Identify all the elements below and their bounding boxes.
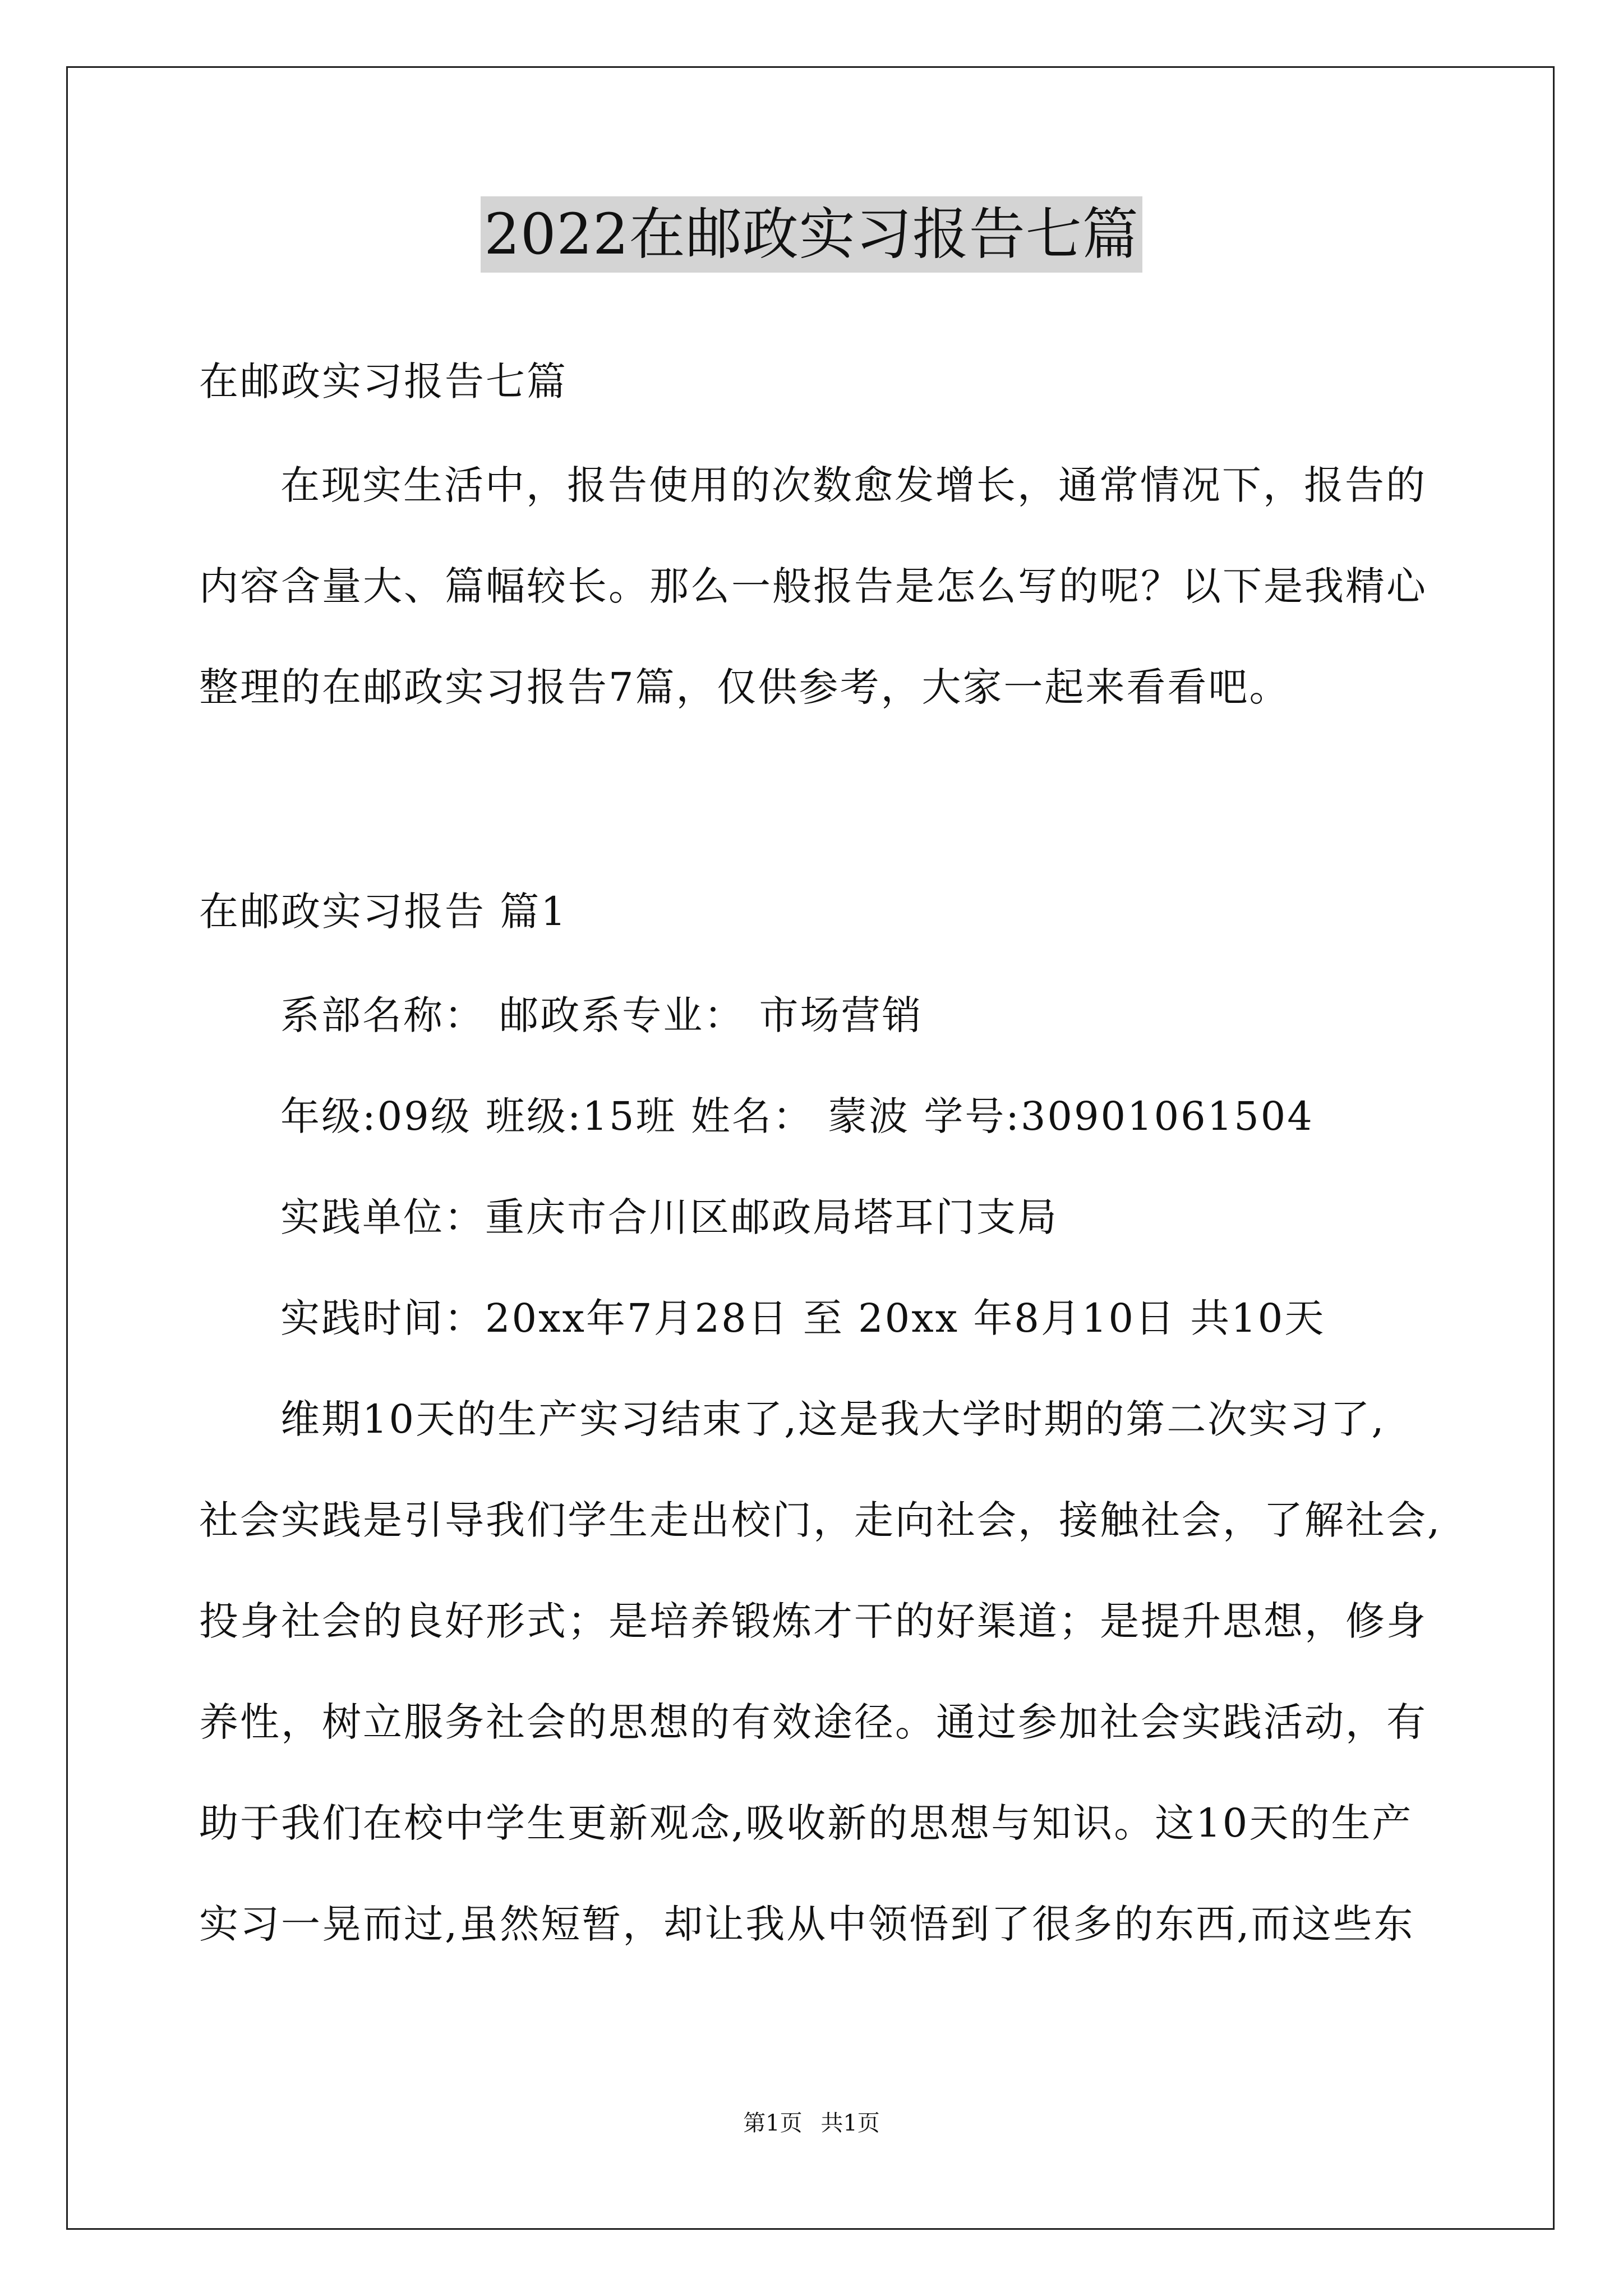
info-line-time: 实践时间：20xx年7月28日 至 20xx 年8月10日 共10天 <box>280 1295 1326 1341</box>
info-line-unit: 实践单位：重庆市合川区邮政局塔耳门支局 <box>280 1194 1058 1240</box>
document-subtitle: 在邮政实习报告七篇 <box>199 358 568 404</box>
body-line-5: 助于我们在校中学生更新观念,吸收新的思想与知识。这10天的生产 <box>199 1800 1413 1846</box>
body-line-6: 实习一晃而过,虽然短暂，却让我从中领悟到了很多的东西,而这些东 <box>199 1901 1415 1947</box>
page-total: 共1页 <box>820 2110 880 2136</box>
title-container <box>0 196 1623 273</box>
info-line-student: 年级:09级 班级:15班 姓名： 蒙波 学号:30901061504 <box>280 1093 1314 1139</box>
info-line-department: 系部名称： 邮政系专业： 市场营销 <box>280 992 923 1038</box>
body-line-3: 投身社会的良好形式；是培养锻炼才干的好渠道；是提升思想，修身 <box>199 1598 1427 1644</box>
intro-line-1: 在现实生活中，报告使用的次数愈发增长，通常情况下，报告的 <box>280 462 1427 508</box>
page-number: 第1页 <box>743 2110 803 2136</box>
section-heading: 在邮政实习报告 篇1 <box>199 889 568 935</box>
body-line-2: 社会实践是引导我们学生走出校门，走向社会，接触社会，了解社会, <box>199 1497 1442 1543</box>
intro-line-3: 整理的在邮政实习报告7篇，仅供参考，大家一起来看看吧。 <box>199 664 1290 710</box>
body-line-1: 维期10天的生产实习结束了,这是我大学时期的第二次实习了, <box>280 1396 1386 1442</box>
page-footer <box>0 2109 1623 2137</box>
intro-line-2: 内容含量大、篇幅较长。那么一般报告是怎么写的呢？以下是我精心 <box>199 563 1427 609</box>
document-title: 2022在邮政实习报告七篇 <box>481 196 1142 273</box>
body-line-4: 养性，树立服务社会的思想的有效途径。通过参加社会实践活动，有 <box>199 1699 1427 1745</box>
